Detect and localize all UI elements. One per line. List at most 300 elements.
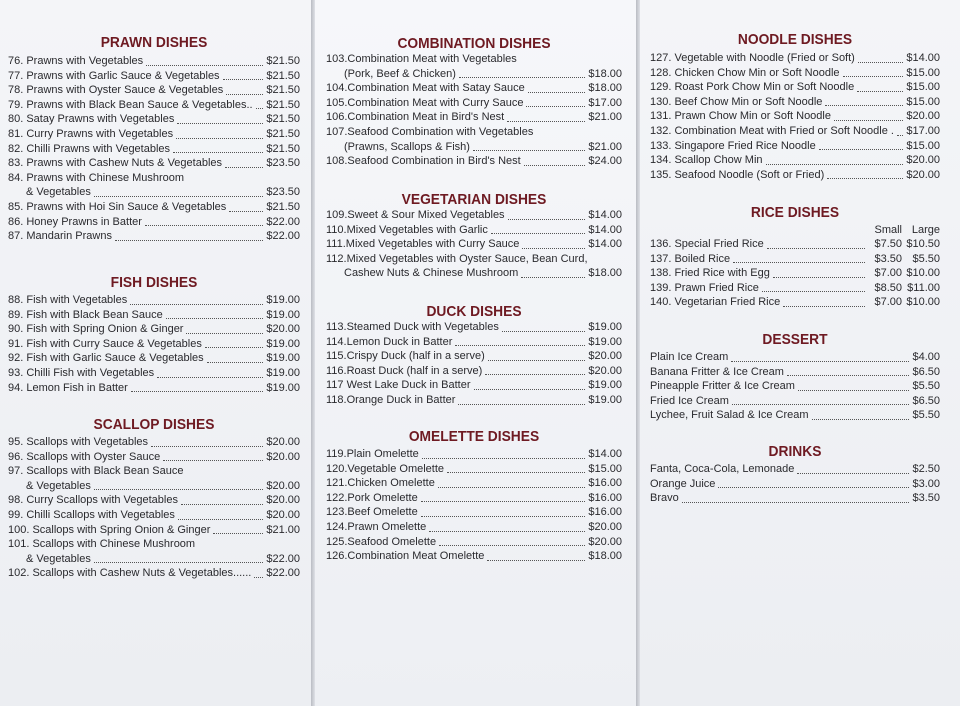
item-name: Lychee, Fruit Salad & Ice Cream [650,409,809,422]
dot-leader [131,390,264,392]
item-name: 94. Lemon Fish in Batter [8,381,128,394]
item-price: $19.00 [266,381,300,394]
item-name: 89. Fish with Black Bean Sauce [8,308,163,321]
dot-leader [488,359,586,361]
item-price: $19.00 [588,335,622,348]
menu-item [326,491,622,506]
dot-leader [897,134,903,136]
menu-item [8,537,300,552]
dot-leader [827,177,903,179]
dot-leader [767,247,865,249]
item-price: $21.50 [266,113,300,126]
item-name: 85. Prawns with Hoi Sin Sauce & Vegetables [8,200,227,213]
item-price: $18.00 [588,82,622,95]
item-price: $17.00 [588,96,622,109]
menu-item [8,215,300,230]
menu-item [8,479,300,494]
item-price: $21.50 [266,84,300,97]
item-price: $17.00 [906,124,940,137]
dot-leader [187,181,297,182]
menu-item [326,96,622,111]
dot-leader [812,418,910,420]
menu-item [326,535,622,550]
item-price: $14.00 [588,209,622,221]
menu-item [650,408,940,423]
dot-leader [787,374,910,376]
item-price: $19.00 [266,294,300,306]
dot-leader [163,459,263,461]
item-name: 136. Special Fried Rice [650,238,764,250]
menu-item [326,349,622,364]
menu-item [8,308,300,323]
menu-item [8,322,300,337]
item-price: $23.50 [266,186,300,199]
menu-item [326,476,622,491]
item-price: $20.00 [266,479,300,492]
dot-leader [487,559,585,561]
item-price: $21.50 [266,55,300,67]
menu-item [326,67,622,82]
dot-leader [834,119,903,121]
item-price: $22.00 [266,215,300,228]
menu-item [650,266,940,281]
item-name: 122.Pork Omelette [326,491,418,504]
item-list [326,320,622,408]
item-price-small: $7.50 [874,238,902,250]
dot-leader [733,261,865,263]
item-price: $20.00 [266,494,300,507]
menu-item [8,54,300,69]
item-price: $14.00 [906,52,940,64]
menu-item [650,124,940,139]
item-price: $20.00 [266,508,300,521]
item-name: 135. Seafood Noodle (Soft or Fried) [650,168,825,181]
item-name: (Prawns, Scallops & Fish) [344,140,470,153]
dot-leader [187,475,298,476]
dot-leader [229,210,263,212]
menu-item [650,394,940,409]
dot-leader [858,61,904,63]
menu-item [8,566,300,581]
menu-item [650,477,940,492]
section-heading: PRAWN DISHES [100,34,208,51]
menu-item [650,237,940,252]
item-list [8,54,300,244]
menu-item [8,171,300,186]
dot-leader [718,486,909,488]
drinks-section [650,443,940,506]
item-name: 107.Seafood Combination with Vegetables [326,125,534,138]
menu-item [326,320,622,335]
item-name: 137. Boiled Rice [650,252,731,265]
menu-item [650,95,940,110]
dot-leader [223,78,264,80]
dot-leader [762,290,865,292]
dot-leader [797,472,909,474]
item-price: $15.00 [906,81,940,94]
dot-leader [146,64,263,66]
fish-section [8,274,300,395]
item-name: 109.Sweet & Sour Mixed Vegetables [326,209,505,221]
menu-item [8,142,300,157]
section-heading: FISH DISHES [110,274,198,291]
item-price: $14.00 [588,448,622,460]
menu-item [326,447,622,462]
item-list [326,208,622,281]
menu-item [8,464,300,479]
item-price: $21.50 [266,127,300,140]
menu-item [326,505,622,520]
section-heading: DESSERT [762,331,828,348]
rice-section [650,204,940,310]
item-name: 139. Prawn Fried Rice [650,281,759,294]
item-name: 82. Chilli Prawns with Vegetables [8,142,171,155]
menu-item [326,125,622,140]
item-price: $20.00 [266,323,300,336]
dot-leader [130,303,263,305]
item-price: $2.50 [912,463,940,475]
dot-leader [256,107,264,109]
item-name: 115.Crispy Duck (half in a serve) [326,350,485,363]
item-price: $19.00 [266,366,300,379]
item-price: $20.00 [266,450,300,463]
dot-leader [225,166,263,168]
menu-item [326,252,622,267]
item-list [8,293,300,395]
item-name: 117 West Lake Duck in Batter [326,379,471,392]
dot-leader [205,346,264,348]
item-price: $19.00 [266,308,300,321]
item-price: $18.00 [588,550,622,563]
item-name: 106.Combination Meat in Bird's Nest [326,111,505,124]
menu-item [650,295,940,310]
item-price: $20.00 [588,535,622,548]
section-heading: DRINKS [768,443,822,460]
item-price: $16.00 [588,477,622,490]
dot-leader [207,361,264,363]
item-price: $14.00 [588,223,622,236]
menu-item [326,520,622,535]
dot-leader [455,344,585,346]
item-price: $21.50 [266,98,300,111]
menu-item [8,435,300,450]
item-price-small: $8.50 [874,281,902,294]
item-price: $21.50 [266,200,300,213]
item-price: $22.00 [266,230,300,243]
item-price-large: $11.00 [907,281,940,294]
item-price: $23.50 [266,157,300,170]
dot-leader [166,317,264,319]
item-name: 111.Mixed Vegetables with Curry Sauce [326,238,520,251]
dot-leader [819,148,904,150]
dot-leader [226,93,263,95]
menu-item [650,51,940,66]
dot-leader [825,104,903,106]
item-name: 80. Satay Prawns with Vegetables [8,113,175,126]
item-price: $19.00 [588,379,622,392]
item-list [326,52,622,169]
menu-item [326,223,622,238]
item-name: 127. Vegetable with Noodle (Fried or Soft) [650,52,855,64]
dot-leader [447,471,585,473]
menu-item [650,153,940,168]
menu-item [8,450,300,465]
item-name: 84. Prawns with Chinese Mushroom [8,171,185,184]
dot-leader [421,515,586,517]
vegetarian-section [326,191,622,281]
item-list [650,51,940,182]
dot-leader [151,445,263,447]
item-price-large: $10.00 [906,296,940,309]
dot-leader [94,561,264,563]
menu-item [8,156,300,171]
menu-item [326,364,622,379]
item-name: 108.Seafood Combination in Bird's Nest [326,155,521,168]
item-name: 101. Scallops with Chinese Mushroom [8,538,196,551]
dot-leader [438,486,586,488]
item-name: 132. Combination Meat with Fried or Soft Noodle . [650,124,894,137]
menu-item [326,549,622,564]
item-list [8,435,300,581]
dot-leader [177,122,263,124]
item-price: $14.00 [588,238,622,251]
item-name: Fanta, Coca-Cola, Lemonade [650,463,795,475]
item-name: 123.Beef Omelette [326,506,418,519]
item-name: 120.Vegetable Omelette [326,462,445,475]
menu-item [326,393,622,408]
menu-item [326,208,622,223]
menu-item [326,154,622,169]
menu-item [326,378,622,393]
item-price: $19.00 [266,352,300,365]
item-name: 114.Lemon Duck in Batter [326,335,453,348]
section-heading: SCALLOP DISHES [93,416,215,433]
fold-line [636,0,640,706]
item-name: Cashew Nuts & Chinese Mushroom [344,267,519,280]
menu-item [650,462,940,477]
menu-item [650,379,940,394]
item-name: 93. Chilli Fish with Vegetables [8,366,155,379]
dot-leader [173,151,263,153]
dot-leader [176,137,263,139]
item-list [326,447,622,564]
item-price: $20.00 [588,350,622,363]
item-price: $22.00 [266,552,300,565]
dot-leader [732,403,910,405]
dot-leader [157,376,263,378]
item-name: 124.Prawn Omelette [326,520,427,533]
menu-item [326,462,622,477]
item-price: $6.50 [912,394,940,407]
item-name: Pineapple Fritter & Ice Cream [650,380,795,393]
item-name: 113.Steamed Duck with Vegetables [326,321,499,333]
dot-leader [520,63,619,64]
menu-item [650,491,940,506]
item-name: 88. Fish with Vegetables [8,294,128,306]
item-name: Banana Fritter & Ice Cream [650,365,784,378]
menu-item [326,140,622,155]
dot-leader [439,544,585,546]
item-name: 104.Combination Meat with Satay Sauce [326,82,525,95]
dot-leader [458,403,585,405]
item-name: & Vegetables [26,186,91,199]
prawn-section [8,34,300,244]
item-name: 86. Honey Prawns in Batter [8,215,142,228]
item-name: 97. Scallops with Black Bean Sauce [8,465,184,478]
dot-leader [94,488,264,490]
item-name: 100. Scallops with Spring Onion & Ginger [8,523,211,536]
noodle-section [650,31,940,182]
item-price: $24.00 [588,155,622,168]
dot-leader [459,76,585,78]
item-name: 140. Vegetarian Fried Rice [650,296,781,309]
item-name: 125.Seafood Omelette [326,535,437,548]
dot-leader [421,500,586,502]
dot-leader [522,247,585,249]
menu-item [326,266,622,281]
menu-item [8,552,300,567]
item-price: $3.00 [912,477,940,490]
item-name: 103.Combination Meat with Vegetables [326,53,517,65]
item-name: 76. Prawns with Vegetables [8,55,144,67]
item-price-small: $3.50 [874,252,902,265]
item-price: $21.00 [588,111,622,124]
duck-section [326,303,622,408]
item-price: $16.00 [588,491,622,504]
item-name: 126.Combination Meat Omelette [326,550,485,563]
menu-item [8,523,300,538]
dot-leader [474,388,586,390]
dot-leader [507,120,585,122]
item-name: 77. Prawns with Garlic Sauce & Vegetables [8,69,220,82]
item-name: 90. Fish with Spring Onion & Ginger [8,323,184,336]
dot-leader [798,389,910,391]
item-price: $20.00 [588,520,622,533]
item-list [650,237,940,310]
menu-item [650,281,940,296]
item-name: 128. Chicken Chow Min or Soft Noodle [650,66,840,79]
menu-item [326,110,622,125]
item-name: 95. Scallops with Vegetables [8,436,149,448]
item-name: 129. Roast Pork Chow Min or Soft Noodle [650,81,855,94]
item-name: 130. Beef Chow Min or Soft Noodle [650,95,823,108]
menu-item [8,508,300,523]
menu-item [326,52,622,67]
item-name: Plain Ice Cream [650,351,729,363]
section-heading: DUCK DISHES [426,303,522,320]
item-name: 119.Plain Omelette [326,448,419,460]
item-price: $3.50 [912,492,940,505]
menu-item [650,66,940,81]
section-heading: NOODLE DISHES [737,31,853,48]
menu-item [650,139,940,154]
menu-item [650,80,940,95]
item-price-large: $10.50 [906,238,940,250]
item-price: $21.00 [588,140,622,153]
item-name: 81. Curry Prawns with Vegetables [8,127,174,140]
item-price: $19.00 [588,321,622,333]
item-price: $15.00 [588,462,622,475]
item-list [650,462,940,506]
menu-item [8,98,300,113]
menu-item [8,293,300,308]
item-name: 99. Chilli Scallops with Vegetables [8,508,175,521]
item-name: 133. Singapore Fried Rice Noodle [650,139,816,152]
dot-leader [524,164,586,166]
menu-item [8,381,300,396]
fold-line [311,0,315,706]
omelette-section [326,428,622,564]
dot-leader [213,532,263,534]
item-name: 138. Fried Rice with Egg [650,267,770,280]
dot-leader [783,305,865,307]
item-price: $20.00 [906,110,940,123]
dot-leader [857,90,903,92]
dot-leader [682,501,910,503]
menu-item [8,351,300,366]
item-name: 79. Prawns with Black Bean Sauce & Vegetables.. [8,98,253,111]
item-price: $20.00 [906,154,940,167]
item-price-large: $5.50 [912,252,940,265]
dot-leader [178,518,263,520]
item-name: 110.Mixed Vegetables with Garlic [326,223,488,236]
item-price: $21.00 [266,523,300,536]
dot-leader [254,576,263,578]
dot-leader [843,75,904,77]
dot-leader [591,262,620,263]
scallop-section [8,416,300,581]
item-name: 116.Roast Duck (half in a serve) [326,364,483,377]
item-name: (Pork, Beef & Chicken) [344,67,456,80]
item-name: 96. Scallops with Oyster Sauce [8,450,161,463]
item-price: $19.00 [266,337,300,350]
section-heading: VEGETARIAN DISHES [401,191,547,208]
menu-item [8,337,300,352]
item-name: & Vegetables [26,552,91,565]
dot-leader [115,239,263,241]
dot-leader [773,276,865,278]
section-heading: RICE DISHES [750,204,840,221]
dot-leader [536,136,619,137]
dessert-section [650,331,940,423]
dot-leader [422,457,586,459]
menu-item [8,493,300,508]
item-price-small: $7.00 [874,296,902,309]
menu-item [326,81,622,96]
large-size-label: Large [911,224,940,236]
item-name: 112.Mixed Vegetables with Oyster Sauce, Bean Curd, [326,252,588,265]
item-price-large: $10.00 [906,267,940,280]
dot-leader [508,218,586,220]
item-price: $20.00 [588,364,622,377]
menu-item [8,69,300,84]
item-list [650,350,940,423]
item-price: $15.00 [906,66,940,79]
item-name: Orange Juice [650,477,716,490]
dot-leader [145,224,263,226]
dot-leader [186,332,263,334]
dot-leader [528,91,586,93]
menu-item [326,335,622,350]
item-price: $19.00 [588,393,622,406]
item-name: 102. Scallops with Cashew Nuts & Vegetables...... [8,567,252,580]
item-name: 121.Chicken Omelette [326,477,435,490]
item-name: 98. Curry Scallops with Vegetables [8,494,178,507]
dot-leader [485,373,585,375]
dot-leader [198,548,297,549]
dot-leader [473,149,585,151]
section-heading: COMBINATION DISHES [397,35,551,52]
